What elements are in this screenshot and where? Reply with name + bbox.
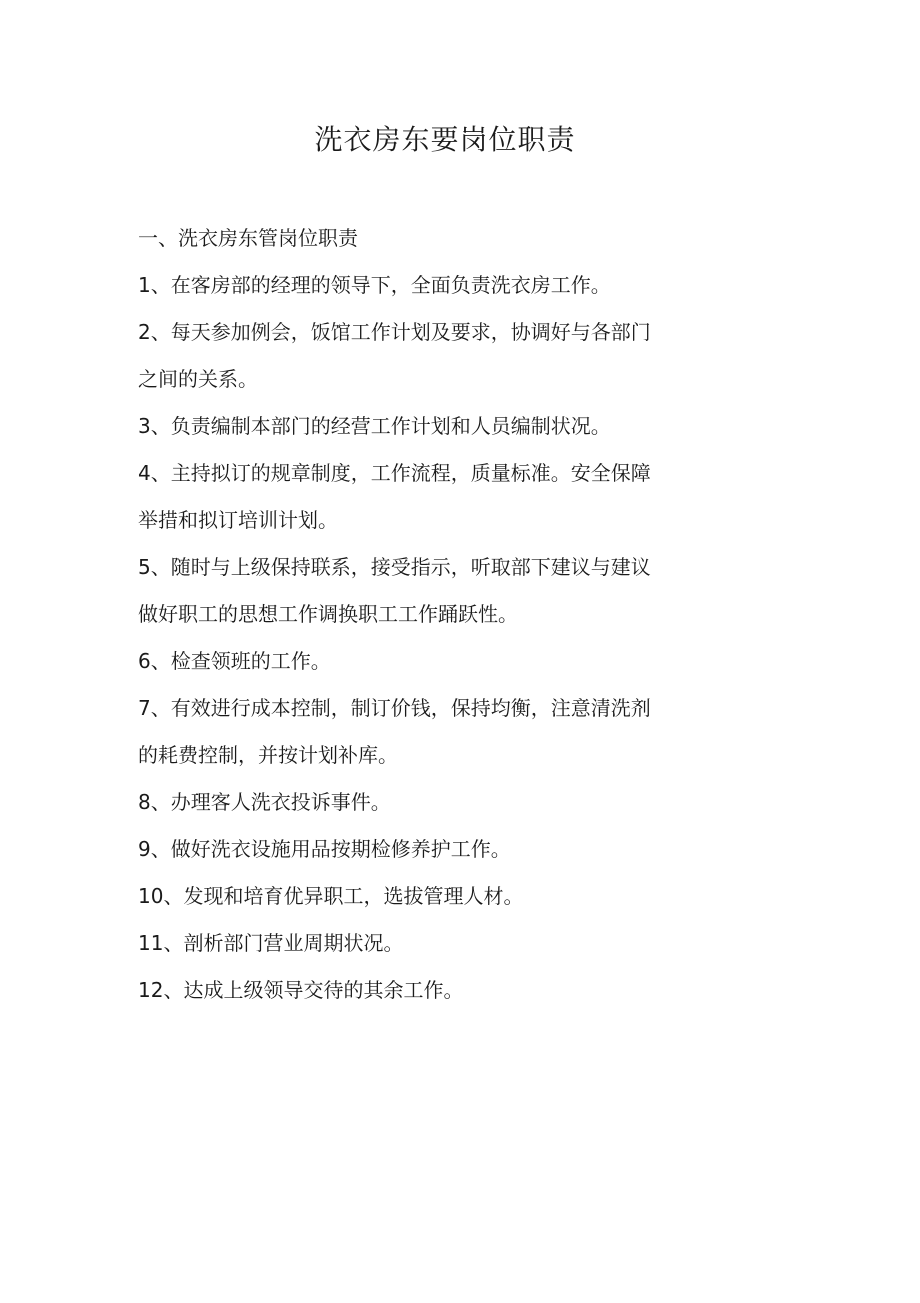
duty-item-7: 7、有效进行成本控制，制订价钱，保持均衡，注意清洗剂 的耗费控制，并按计划补库。 bbox=[138, 696, 651, 767]
duty-item-5: 5、随时与上级保持联系，接受指示，听取部下建议与建议 做好职工的思想工作调换职工工作踊跃性。 bbox=[138, 555, 651, 626]
duty-item-2: 2、每天参加例会，饭馆工作计划及要求，协调好与各部门 之间的关系。 bbox=[138, 320, 651, 391]
document-body bbox=[138, 215, 718, 1014]
document-title: 洗衣房东要岗位职责 bbox=[314, 123, 576, 156]
duty-item-8: 8、办理客人洗衣投诉事件。 bbox=[138, 790, 391, 814]
duty-item-11: 11、剖析部门营业周期状况。 bbox=[138, 931, 404, 955]
section-heading: 一、洗衣房东管岗位职责 bbox=[138, 226, 358, 250]
duty-item-9: 9、做好洗衣设施用品按期检修养护工作。 bbox=[138, 837, 511, 861]
duty-item-4: 4、主持拟订的规章制度，工作流程，质量标准。安全保障 举措和拟订培训计划。 bbox=[138, 461, 651, 532]
duty-item-3: 3、负责编制本部门的经营工作计划和人员编制状况。 bbox=[138, 414, 611, 438]
duty-item-1: 1、在客房部的经理的领导下，全面负责洗衣房工作。 bbox=[138, 273, 611, 297]
duty-item-10: 10、发现和培育优异职工，选拔管理人材。 bbox=[138, 884, 524, 908]
duty-item-12: 12、达成上级领导交待的其余工作。 bbox=[138, 978, 464, 1002]
duty-item-6: 6、检查领班的工作。 bbox=[138, 649, 331, 673]
